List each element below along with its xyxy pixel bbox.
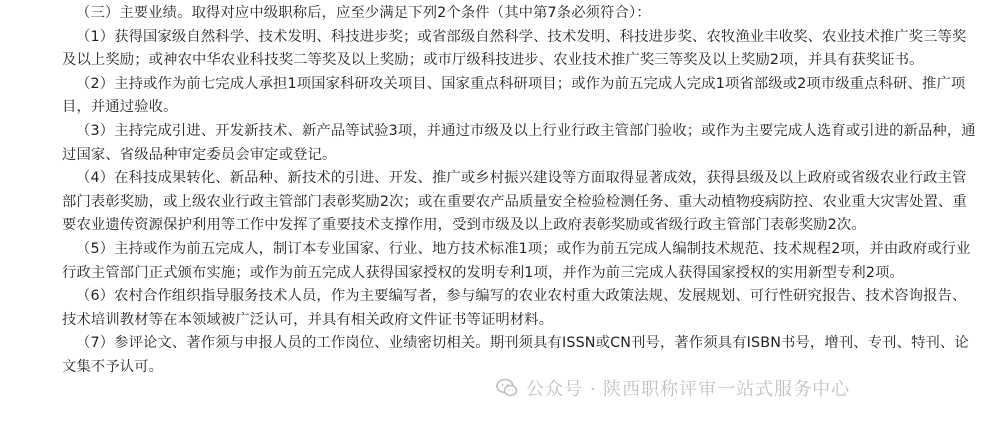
- condition-item-6: （6）农村合作组织指导服务技术人员，作为主要编写者，参与编写的农业农村重大政策法规、发展规划、可行性研究报告、技术咨询报告、技术培训教材等在本领域被广泛认可，并具有相关政府文件证书等证明材料。: [62, 288, 967, 328]
- condition-item-1: （1）获得国家级自然科学、技术发明、科技进步奖；或省部级自然科学、技术发明、科技进步奖、农牧渔业丰收奖、农业技术推广奖三等奖及以上奖励；或神农中华农业科技奖二等奖及以上奖励；或市厅级科技进步、农业技术推广奖三等奖及以上奖励2项，并具有获奖证书。: [62, 28, 967, 69]
- condition-item-7: （7）参评论文、著作须与申报人员的工作岗位、业绩密切相关。期刊须具有ISSN或CN刊号，著作须具有ISBN书号，增刊、专刊、特刊、论文集不予认可。: [62, 335, 969, 375]
- wechat-icon: [496, 377, 518, 399]
- condition-item-5: （5）主持或作为前五完成人，制订本专业国家、行业、地方技术标准1项；或作为前五完成人编制技术规范、技术规程2项，并由政府或行业行政主管部门正式颁布实施；或作为前五完成人获得国家授权的发明专利1项，并作为前三完成人获得国家授权的实用新型专利2项。: [62, 240, 971, 281]
- condition-item-4: （4）在科技成果转化、新品种、新技术的引进、开发、推广或乡村振兴建设等方面取得显著成效，获得县级及以上政府或省级农业行政主管部门表彰奖励，或上级农业行政主管部门表彰奖励2次；或在重要农产品质量安全检验检测任务、重大动植物疫病防控、农业重大灾害处置、重要农业遗传资源保护利用等工作中发挥了重要技术支撑作用，受到市级及以上政府表彰奖励或省级行政主管部门表彰奖励2次。: [62, 170, 967, 234]
- section-heading: （三）主要业绩。取得对应中级职称后，应至少满足下列2个条件（其中第7条必须符合）：: [76, 5, 651, 21]
- document-body: [62, 2, 980, 380]
- condition-item-2: （2）主持或作为前七完成人承担1项国家科研攻关项目、国家重点科研项目；或作为前五完成人完成1项省部级或2项市级重点科研、推广项目，并通过验收。: [62, 75, 966, 116]
- watermark-text: 公众号 · 陕西职称评审一站式服务中心: [526, 379, 851, 400]
- condition-item-3: （3）主持完成引进、开发新技术、新产品等试验3项，并通过市级及以上行业行政主管部门验收；或作为主要完成人选育或引进的新品种，通过国家、省级品种审定委员会审定或登记。: [62, 122, 976, 163]
